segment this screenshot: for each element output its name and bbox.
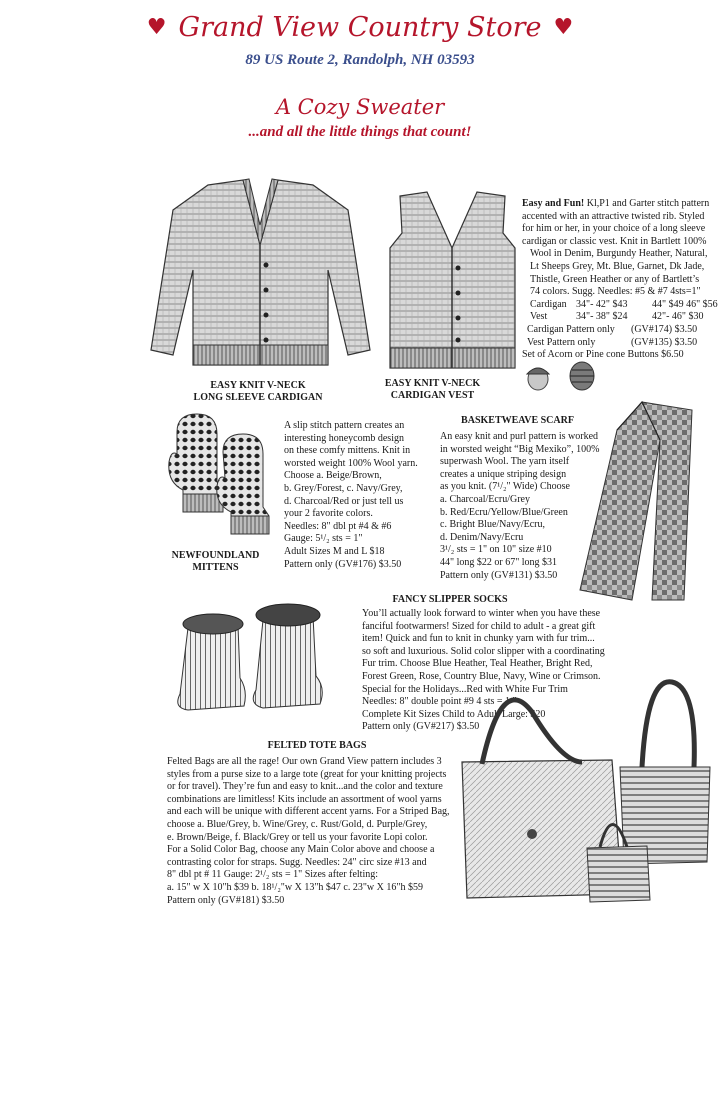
socks-line: fanciful footwarmers! Sized for child to adult - a great gift bbox=[362, 620, 596, 632]
price-sizes: 44" $49 46" $56 bbox=[652, 298, 718, 310]
price-sizes: 42"- 46" $30 bbox=[652, 311, 704, 323]
sweater-line: Wool in Denim, Burgundy Heather, Natural, bbox=[530, 248, 708, 260]
scarf-line: creates a unique striping design bbox=[440, 468, 567, 480]
sweater-line: Thistle, Green Heather or any of Bartlett’s bbox=[530, 273, 700, 285]
totes-line: contrasting color for straps. Sugg. Needles: 24" circ size #13 and bbox=[167, 856, 427, 868]
price-row-vest bbox=[522, 311, 718, 324]
caption-line: CARDIGAN VEST bbox=[390, 390, 475, 401]
socks-line: Special for the Holidays...Red with White Fur Trim bbox=[362, 683, 568, 695]
totes-line: or for travel). They’re fun and easy to knit...and the color and texture bbox=[167, 781, 443, 793]
pattern-label: Vest Pattern only bbox=[527, 336, 596, 348]
store-address: 89 US Route 2, Randolph, NH 03593 bbox=[245, 52, 475, 68]
acorn-pinecone-buttons-image bbox=[524, 360, 604, 392]
mittens-line: Gauge: 5¹/₂ sts = 1" bbox=[284, 533, 363, 545]
heart-icon: ♥ bbox=[146, 15, 167, 40]
mittens-line: d. Charcoal/Red or just tell us bbox=[284, 495, 404, 507]
page-subtitle: A Cozy Sweater bbox=[275, 95, 445, 119]
totes-line: e. Brown/Beige, f. Black/Grey or tell us your favorite Lopi color. bbox=[167, 831, 428, 843]
cardigan-caption bbox=[178, 380, 338, 404]
mittens-line: Adult Sizes M and L $18 bbox=[284, 545, 385, 557]
scarf-line: 3¹/₂ sts = 1" on 10" size #10 bbox=[440, 544, 552, 556]
mittens-description bbox=[284, 420, 418, 571]
scarf-line: a. Charcoal/Ecru/Grey bbox=[440, 493, 530, 505]
store-title bbox=[0, 12, 720, 43]
scarf-line: 44" long $22 or 67" long $31 bbox=[440, 556, 558, 568]
socks-line: so soft and luxurious. Solid color slipper with a coordinating bbox=[362, 645, 605, 657]
caption-line: NEWFOUNDLAND bbox=[171, 550, 260, 561]
pattern-code: (GV#135) $3.50 bbox=[631, 336, 698, 348]
mittens-line: Pattern only (GV#176) $3.50 bbox=[284, 558, 402, 570]
mittens-line: b. Grey/Forest, c. Navy/Grey, bbox=[284, 482, 403, 494]
price-row-cardigan bbox=[522, 299, 718, 312]
sweater-description bbox=[522, 198, 718, 362]
socks-title: FANCY SLIPPER SOCKS bbox=[392, 594, 508, 605]
scarf-line: in worsted weight “Big Mexiko”, 100% bbox=[440, 443, 600, 455]
socks-line: Fur trim. Choose Blue Heather, Teal Heather, Bright Red, bbox=[362, 658, 593, 670]
price-sizes: 34"- 42" $43 bbox=[576, 298, 628, 310]
totes-line: combinations are limitless! Kits include an assortment of wool yarns bbox=[167, 793, 442, 805]
scarf-line: superwash Wool. The yarn itself bbox=[440, 456, 570, 468]
mittens-line: your 2 favorite colors. bbox=[284, 508, 373, 520]
scarf-line: d. Denim/Navy/Ecru bbox=[440, 531, 524, 543]
totes-line: choose a. Blue/Grey, b. Wine/Grey, c. Rust/Gold, d. Purple/Grey, bbox=[167, 818, 428, 830]
tote-bags-image bbox=[452, 672, 714, 904]
socks-line: Forest Green, Rose, Country Blue, Navy, Wine or Crimson. bbox=[362, 670, 601, 682]
mittens-caption bbox=[158, 550, 273, 574]
cardigan-image bbox=[148, 175, 373, 375]
socks-line: Pattern only (GV#217) $3.50 bbox=[362, 721, 480, 733]
socks-line: item! Quick and fun to knit in chunky yarn with fur trim... bbox=[362, 633, 595, 645]
totes-line: For a Solid Color Bag, choose any Main Color above and choose a bbox=[167, 844, 435, 856]
totes-line: styles from a purse size to a large tote (great for your knitting projects bbox=[167, 768, 447, 780]
pattern-row-cardigan bbox=[522, 324, 718, 337]
totes-line: 8" dbl pt # 11 Gauge: 2¹/₂ sts = 1" Sizes after felting: bbox=[167, 869, 378, 881]
sweater-lead: Easy and Fun! bbox=[522, 198, 585, 209]
price-item: Cardigan bbox=[530, 298, 567, 310]
price-sizes: 34"- 38" $24 bbox=[576, 311, 628, 323]
socks-line: Needles: 8" double point #9 4 sts = 1 " bbox=[362, 696, 517, 708]
pattern-row-vest bbox=[522, 337, 718, 350]
scarf-title: BASKETWEAVE SCARF bbox=[461, 415, 574, 426]
scarf-image bbox=[572, 400, 712, 610]
sweater-line: cardigan or classic vest. Knit in Bartlett 100% bbox=[522, 235, 707, 247]
mittens-line: worsted weight 100% Wool yarn. bbox=[284, 457, 418, 469]
slipper-socks-image bbox=[168, 598, 358, 718]
socks-line: Complete Kit Sizes Child to Adult Large: $20 bbox=[362, 708, 546, 720]
totes-line: Felted Bags are all the rage! Our own Grand View pattern includes 3 bbox=[167, 756, 442, 767]
sweater-line: 74 colors. Sugg. Needles: #5 & #7 4sts=1" bbox=[530, 286, 701, 298]
caption-line: MITTENS bbox=[192, 562, 239, 573]
caption-line: LONG SLEEVE CARDIGAN bbox=[193, 392, 323, 403]
pattern-code: (GV#174) $3.50 bbox=[631, 323, 698, 335]
store-title-text: Grand View Country Store bbox=[178, 12, 542, 43]
vest-caption bbox=[370, 378, 495, 402]
heart-icon: ♥ bbox=[553, 15, 574, 40]
totes-line: and each will be unique with different accent yarns. For a Striped Bag, bbox=[167, 806, 450, 818]
vest-image bbox=[385, 188, 520, 373]
scarf-line: Pattern only (GV#131) $3.50 bbox=[440, 569, 558, 581]
totes-description bbox=[167, 756, 450, 907]
socks-line: You’ll actually look forward to winter when you have these bbox=[362, 608, 601, 619]
caption-line: EASY KNIT V-NECK bbox=[384, 378, 481, 389]
sweater-line: Kl,P1 and Garter stitch pattern bbox=[586, 198, 710, 209]
buttons-line: Set of Acorn or Pine cone Buttons $6.50 bbox=[522, 349, 684, 361]
mittens-line: on these comfy mittens. Knit in bbox=[284, 445, 411, 457]
price-item: Vest bbox=[530, 311, 548, 323]
sweater-line: for him or her, in your choice of a long sleeve bbox=[522, 223, 706, 235]
scarf-line: c. Bright Blue/Navy/Ecru, bbox=[440, 519, 545, 531]
totes-line: a. 15" w X 10"h $39 b. 18¹/₂"w X 13"h $47 c. 23"w X 16"h $59 bbox=[167, 881, 423, 893]
scarf-line: An easy knit and purl pattern is worked bbox=[440, 431, 599, 442]
totes-line: Pattern only (GV#181) $3.50 bbox=[167, 894, 285, 906]
scarf-line: as you knit. (7¹/₂" Wide) Choose bbox=[440, 481, 570, 493]
pattern-label: Cardigan Pattern only bbox=[527, 323, 615, 335]
mittens-image bbox=[165, 412, 280, 537]
mittens-line: Choose a. Beige/Brown, bbox=[284, 470, 382, 482]
sweater-line: accented with an attractive twisted rib. Styled bbox=[522, 210, 705, 222]
page-tagline: ...and all the little things that count! bbox=[248, 124, 472, 140]
mittens-line: Needles: 8" dbl pt #4 & #6 bbox=[284, 520, 392, 532]
scarf-line: b. Red/Ecru/Yellow/Blue/Green bbox=[440, 506, 568, 518]
mittens-line: interesting honeycomb design bbox=[284, 432, 404, 444]
mittens-line: A slip stitch pattern creates an bbox=[284, 420, 405, 431]
totes-title: FELTED TOTE BAGS bbox=[267, 740, 367, 751]
sweater-line: Lt Sheeps Grey, Mt. Blue, Garnet, Dk Jade, bbox=[530, 260, 705, 272]
caption-line: EASY KNIT V-NECK bbox=[210, 380, 306, 391]
